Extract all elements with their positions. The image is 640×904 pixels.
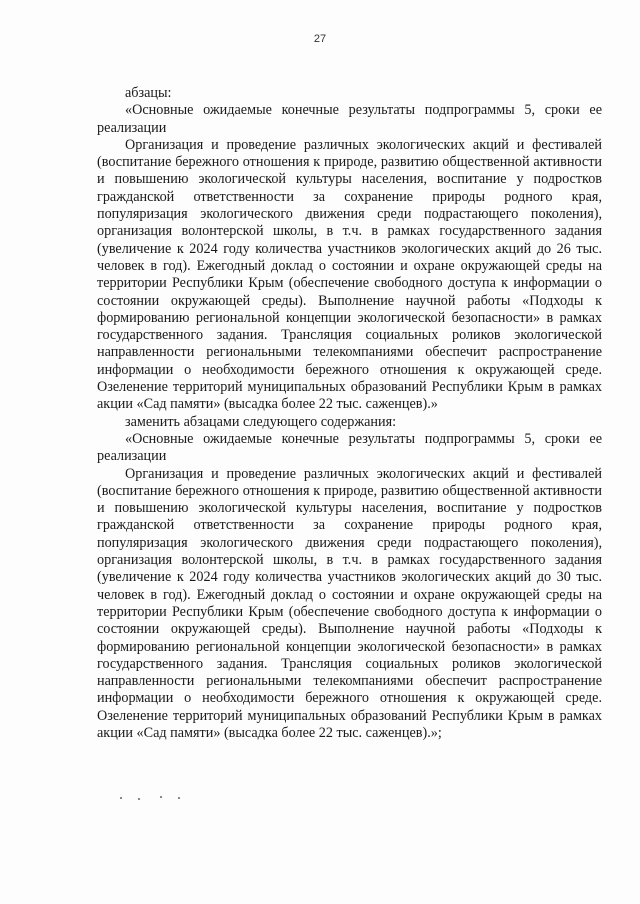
page-number: 27 xyxy=(313,33,327,45)
paragraph-replace-instruction: заменить абзацами следующего содержания: xyxy=(125,413,397,430)
scan-speckles xyxy=(120,795,210,801)
document-body xyxy=(97,85,602,742)
paragraph-old-heading: «Основные ожидаемые конечные результаты подпрограммы 5, сроки ее реализации xyxy=(97,102,602,136)
paragraph-new-results: Организация и проведение различных экологических акций и фестивалей (воспитание бережного отношения к природе, развитию общественной активности и повышению экологической культуры населения, воспитание у подростков гражданской ответственности за сохранение природы родного края, популяризация экологического движения среди подрастающего поколения), организация волонтерской школы, в т.ч. в рамках государственного задания (увеличение к 2024 году количества участников экологических акций до 30 тыс. человек в год). Ежегодный доклад о состоянии и охране окружающей среды на территории Республики Крым (обеспечение свободного доступа к информации о состоянии окружающей среды). Выполнение научной работы «Подходы к формированию региональной концепции экологической безопасности» в рамках государственного задания. Трансляция социальных роликов экологической направленности региональными телекомпаниями обеспечит распространение информации о необходимости бережного отношения к окружающей среде. Озеленение территорий муниципальных образований Республики Крым в рамках акции «Сад памяти» (высадка более 22 тыс. саженцев).»; xyxy=(97,465,602,741)
paragraph-intro: абзацы: xyxy=(125,85,172,101)
paragraph-new-heading: «Основные ожидаемые конечные результаты подпрограммы 5, сроки ее реализации xyxy=(97,430,602,465)
paragraph-old-results: Организация и проведение различных экологических акций и фестивалей (воспитание бережного отношения к природе, развитию общественной активности и повышению экологической культуры населения, воспитание у подростков гражданской ответственности за сохранение природы родного края, популяризация экологического движения среди подрастающего поколения), организация волонтерской школы, в т.ч. в рамках государственного задания (увеличение к 2024 году количества участников экологических акций до 26 тыс. человек в год). Ежегодный доклад о состоянии и охране окружающей среды на территории Республики Крым (обеспечение свободного доступа к информации о состоянии окружающей среды). Выполнение научной работы «Подходы к формированию региональной концепции экологической безопасности» в рамках государственного задания. Трансляция социальных роликов экологической направленности региональными телекомпаниями обеспечит распространение информации о необходимости бережного отношения к окружающей среде. Озеленение территорий муниципальных образований Республики Крым в рамках акции «Сад памяти» (высадка более 22 тыс. саженцев).» xyxy=(97,136,602,413)
